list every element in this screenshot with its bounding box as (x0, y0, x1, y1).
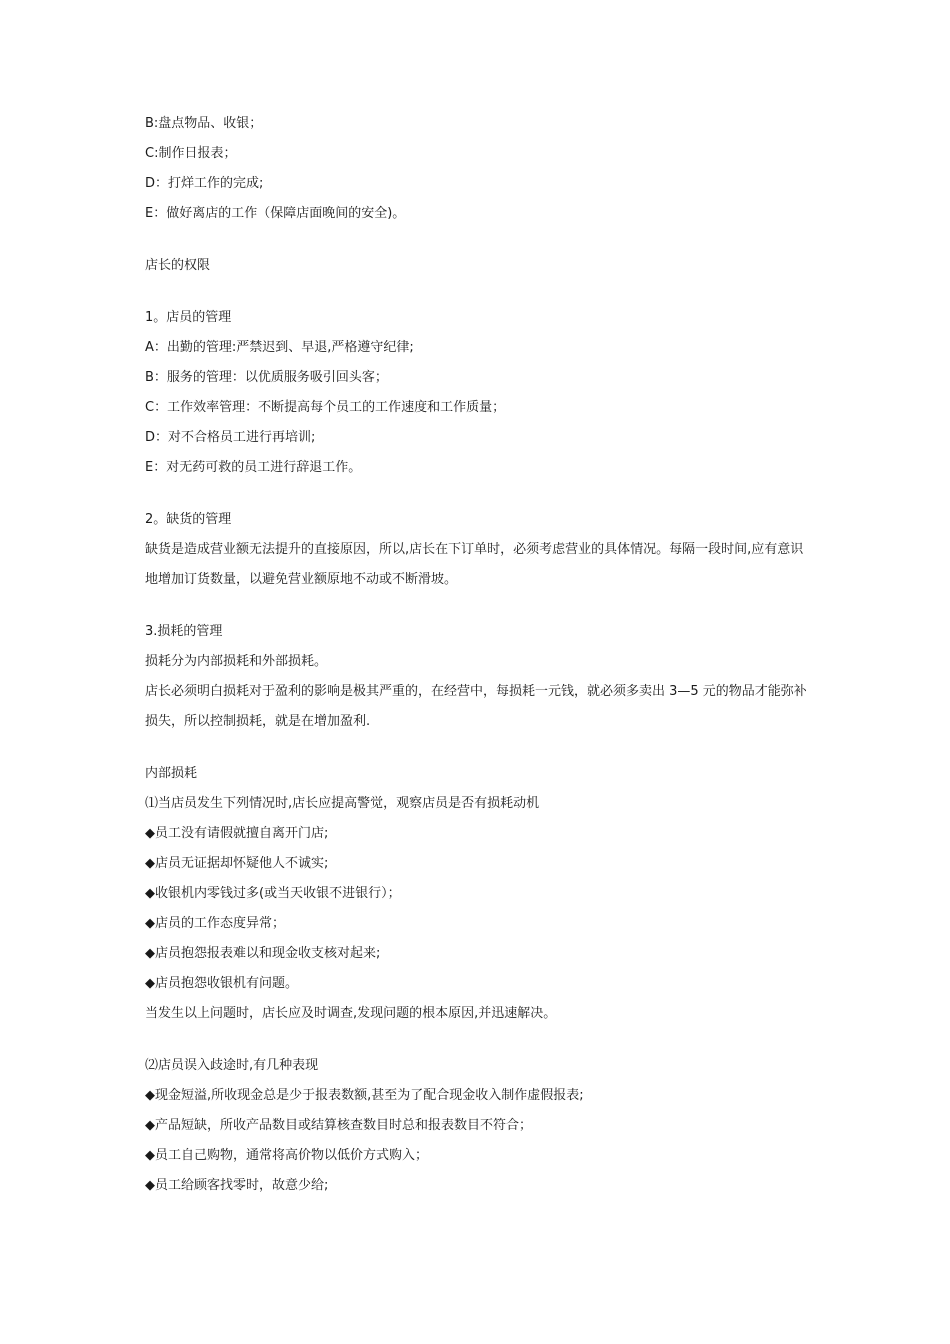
list-item: ◆店员抱怨报表难以和现金收支核对起来; (145, 946, 381, 961)
list-item: B：服务的管理：以优质服务吸引回头客； (145, 370, 388, 385)
list-item: ◆店员抱怨收银机有问题。 (145, 976, 298, 991)
list-item: ◆店员的工作态度异常； (145, 916, 285, 931)
list-item: ◆员工给顾客找零时，故意少给; (145, 1178, 329, 1193)
document-body (145, 109, 810, 1201)
list-item: ◆员工没有请假就擅自离开门店; (145, 826, 329, 841)
text-line: D：打烊工作的完成; (145, 176, 264, 191)
spacer (145, 483, 810, 505)
list-item: ◆员工自己购物，通常将高价物以低价方式购入； (145, 1148, 428, 1163)
section-heading: 店长的权限 (145, 258, 211, 273)
text-line: B:盘点物品、收银； (145, 116, 263, 131)
list-item: ◆现金短溢,所收现金总是少于报表数额,甚至为了配合现金收入制作虚假报表; (145, 1088, 584, 1103)
text-line: ⑴当店员发生下列情况时,店长应提高警觉，观察店员是否有损耗动机 (145, 796, 540, 811)
text-line: ⑵店员误入歧途时,有几种表现 (145, 1058, 319, 1073)
section-title: 3.损耗的管理 (145, 624, 223, 639)
text-line: E：做好离店的工作（保障店面晚间的安全)。 (145, 206, 406, 221)
paragraph: 缺货是造成营业额无法提升的直接原因，所以,店长在下订单时，必须考虑营业的具体情况。每隔一段时间,应有意识地增加订货数量，以避免营业额原地不动或不断滑坡。 (145, 542, 804, 587)
paragraph: 店长必须明白损耗对于盈利的影响是极其严重的，在经营中，每损耗一元钱，就必须多卖出 3—5 元的物品才能弥补损失，所以控制损耗，就是在增加盈利. (145, 684, 807, 729)
spacer (145, 229, 810, 251)
spacer (145, 595, 810, 617)
list-item: E：对无药可救的员工进行辞退工作。 (145, 460, 362, 475)
list-item: C：工作效率管理：不断提高每个员工的工作速度和工作质量； (145, 400, 506, 415)
text-line: 损耗分为内部损耗和外部损耗。 (145, 654, 328, 669)
list-item: A：出勤的管理:严禁迟到、早退,严格遵守纪律; (145, 340, 414, 355)
list-item: D：对不合格员工进行再培训; (145, 430, 316, 445)
text-line: 当发生以上问题时，店长应及时调查,发现问题的根本原因,并迅速解决。 (145, 1006, 557, 1021)
section-title: 内部损耗 (145, 766, 198, 781)
list-item: ◆产品短缺，所收产品数目或结算核查数目时总和报表数目不符合； (145, 1118, 532, 1133)
spacer (145, 281, 810, 303)
section-title: 2。缺货的管理 (145, 512, 232, 527)
spacer (145, 1029, 810, 1051)
section-title: 1。店员的管理 (145, 310, 232, 325)
text-line: C:制作日报表； (145, 146, 237, 161)
list-item: ◆收银机内零钱过多(或当天收银不进银行）； (145, 886, 401, 901)
spacer (145, 737, 810, 759)
list-item: ◆店员无证据却怀疑他人不诚实; (145, 856, 329, 871)
